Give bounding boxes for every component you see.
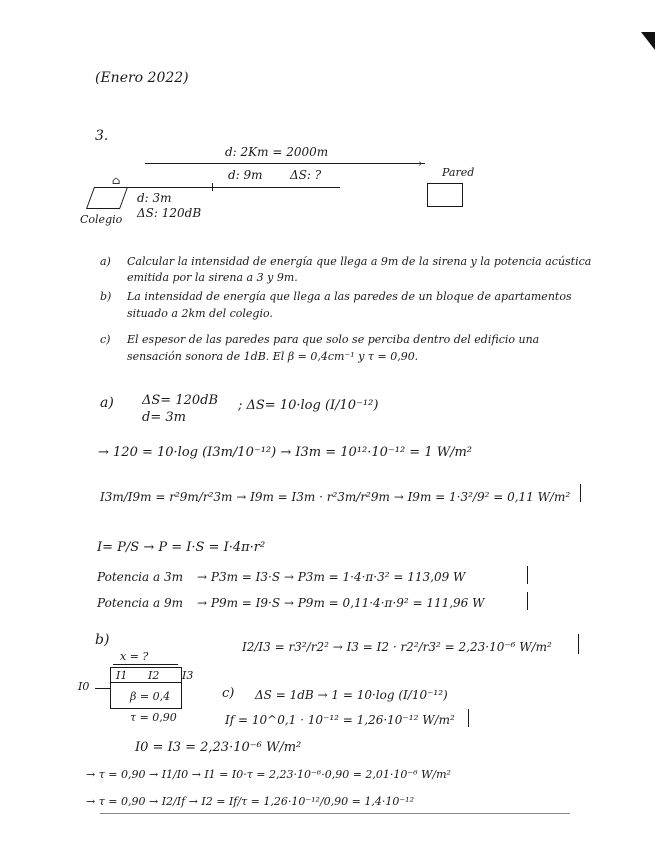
siren-icon: ⌂ bbox=[112, 174, 121, 187]
statement-c-line1: El espesor de las paredes para que solo se perciba dentro del edificio una bbox=[127, 333, 540, 346]
i1-label: I1 bbox=[116, 669, 128, 682]
delta-s-unknown-label: ΔS: ? bbox=[290, 168, 322, 182]
solution-a-step1: → 120 = 10·log (I3m/10⁻¹²) → I3m = 10¹²·10⁻¹² = 1 W/m² bbox=[98, 445, 473, 460]
distance-3m-label: d: 3m bbox=[137, 191, 172, 205]
statement-a-label: a) bbox=[100, 255, 111, 268]
distance-3m-tick bbox=[212, 183, 213, 191]
statement-b-label: b) bbox=[100, 290, 112, 303]
i0-equation: I0 = I3 = 2,23·10⁻⁶ W/m² bbox=[135, 740, 302, 755]
delta-s-120-label: ΔS: 120dB bbox=[137, 206, 202, 220]
solution-c-bracket bbox=[468, 709, 469, 727]
statement-c-line2: sensación sonora de 1dB. El β = 0,4cm⁻¹ y τ = 0,90. bbox=[127, 350, 419, 363]
wall-thickness-label: x = ? bbox=[120, 650, 149, 663]
i0-arrow bbox=[95, 688, 110, 689]
potencia-3m-label: Potencia a 3m bbox=[97, 570, 183, 584]
school-building-shape bbox=[86, 187, 128, 209]
given-distance: d= 3m bbox=[142, 410, 186, 425]
solution-a-label: a) bbox=[100, 395, 114, 411]
decibel-formula: ; ΔS= 10·log (I/10⁻¹²) bbox=[238, 398, 379, 413]
solution-b-label: b) bbox=[95, 632, 110, 648]
i0-label: I0 bbox=[78, 680, 90, 693]
distance-9m-label: d: 9m bbox=[228, 168, 263, 182]
statement-c-label: c) bbox=[100, 333, 111, 346]
statement-a-line2: emitida por la sirena a 3 y 9m. bbox=[127, 271, 298, 284]
potencia-9m-label: Potencia a 9m bbox=[97, 596, 183, 610]
beta-label: β = 0,4 bbox=[130, 690, 171, 703]
arrow-right-icon: › bbox=[418, 157, 423, 170]
distance-9m-line bbox=[125, 187, 340, 188]
tau-equation-2: → τ = 0,90 → I2/If → I2 = If/τ = 1,26·10⁻¹²/0,90 = 1,4·10⁻¹² bbox=[86, 795, 414, 808]
statement-a-line1: Calcular la intensidad de energía que llega a 9m de la sirena y la potencia acústica bbox=[127, 255, 592, 268]
solution-b-eq: I2/I3 = r3²/r2² → I3 = I2 · r2²/r3² = 2,23·10⁻⁶ W/m² bbox=[242, 640, 552, 654]
tau-equation-1: → τ = 0,90 → I1/I0 → I1 = I0·τ = 2,23·10⁻⁶·0,90 = 2,01·10⁻⁶ W/m² bbox=[86, 768, 451, 781]
wall-inner-line bbox=[110, 682, 182, 683]
distance-total-line bbox=[145, 163, 425, 164]
page-bottom-edge bbox=[100, 813, 570, 814]
i3-label: I3 bbox=[182, 669, 194, 682]
problem-number: 3. bbox=[95, 128, 109, 144]
potencia-3m-calc: → P3m = I3·S → P3m = 1·4·π·3² = 113,09 W bbox=[197, 570, 466, 584]
distance-total-label: d: 2Km = 2000m bbox=[225, 145, 329, 159]
wall-building-shape bbox=[427, 183, 463, 207]
solution-b-bracket bbox=[578, 634, 579, 654]
i2-label: I2 bbox=[148, 669, 160, 682]
exam-date: (Enero 2022) bbox=[95, 70, 189, 86]
solution-a-ratio: I3m/I9m = r²9m/r²3m → I9m = I3m · r²3m/r²9m → I9m = 1·3²/9² = 0,11 W/m² bbox=[100, 490, 571, 504]
potencia-9m-bracket bbox=[527, 592, 528, 610]
pared-label: Pared bbox=[442, 166, 475, 179]
page-corner-mark bbox=[641, 32, 655, 50]
statement-b-line2: situado a 2km del colegio. bbox=[127, 307, 273, 320]
colegio-label: Colegio bbox=[80, 213, 123, 226]
solution-c-eq2: If = 10^0,1 · 10⁻¹² = 1,26·10⁻¹² W/m² bbox=[225, 713, 455, 727]
wall-thickness-line bbox=[113, 664, 178, 665]
result-bracket bbox=[580, 484, 581, 502]
tau-label: τ = 0,90 bbox=[130, 711, 177, 724]
statement-b-line1: La intensidad de energía que llega a las paredes de un bloque de apartamentos bbox=[127, 290, 572, 303]
given-delta-s: ΔS= 120dB bbox=[142, 393, 219, 408]
solution-c-eq1: ΔS = 1dB → 1 = 10·log (I/10⁻¹²) bbox=[255, 688, 448, 702]
potencia-3m-bracket bbox=[527, 566, 528, 584]
potencia-9m-calc: → P9m = I9·S → P9m = 0,11·4·π·9² = 111,96 W bbox=[197, 596, 485, 610]
solution-c-label: c) bbox=[222, 686, 235, 701]
intensity-definition: I= P/S → P = I·S = I·4π·r² bbox=[97, 540, 266, 555]
